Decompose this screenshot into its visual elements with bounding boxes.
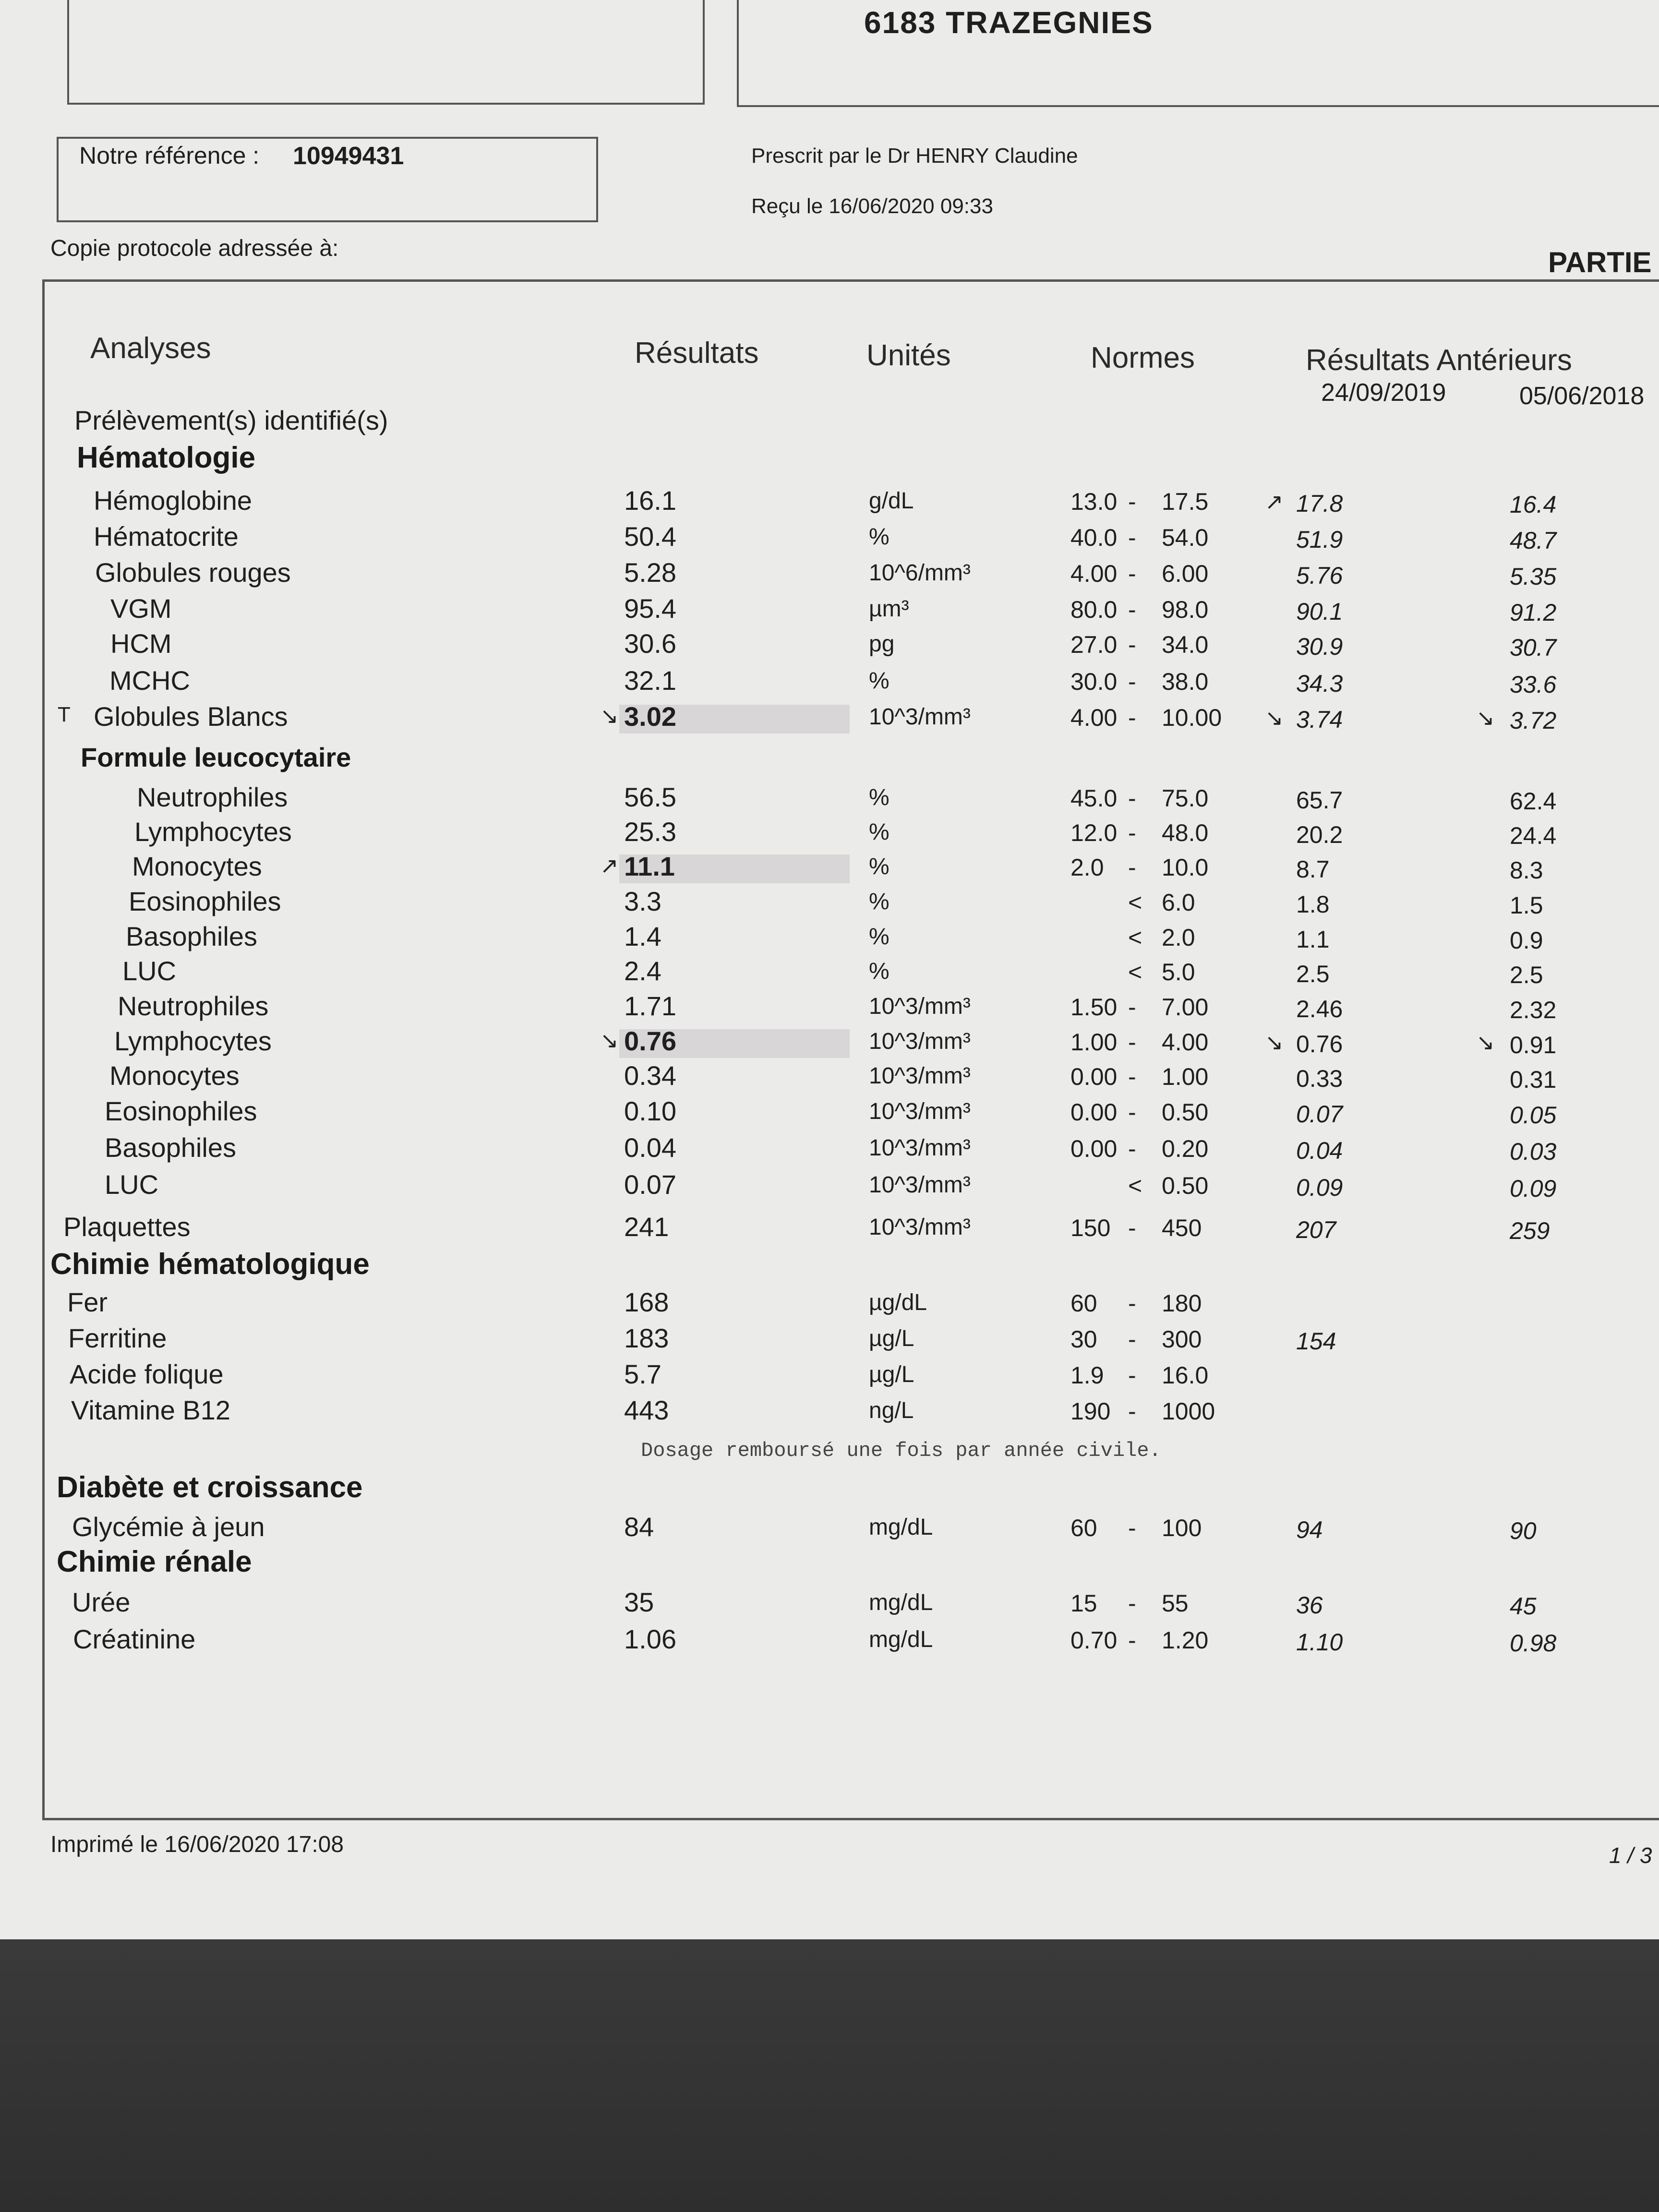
result-row xyxy=(0,1358,1659,1395)
col-date-2: 05/06/2018 xyxy=(1519,382,1645,410)
norm-sep: - xyxy=(1128,1099,1136,1126)
norm-high: 0.20 xyxy=(1162,1135,1209,1162)
norm-low: 0.00 xyxy=(1070,1099,1118,1126)
norm-sep: < xyxy=(1128,959,1142,986)
previous-result-1: 90.1 xyxy=(1296,598,1343,625)
previous-result-2: 90 xyxy=(1510,1517,1537,1544)
result-value: 241 xyxy=(624,1212,669,1242)
col-units: Unités xyxy=(866,339,951,372)
norm-low: 1.00 xyxy=(1070,1029,1118,1056)
previous-result-1: 2.5 xyxy=(1296,961,1330,987)
result-row xyxy=(0,1286,1659,1322)
result-row xyxy=(0,1025,1659,1061)
result-value: 25.3 xyxy=(624,817,676,847)
analysis-name: MCHC xyxy=(109,665,190,696)
norm-low: 40.0 xyxy=(1070,524,1118,551)
norm-high: 4.00 xyxy=(1162,1029,1209,1056)
norm-low: 0.00 xyxy=(1070,1063,1118,1090)
section-formule: Formule leucocytaire xyxy=(81,742,351,772)
previous-result-1: 1.10 xyxy=(1296,1629,1343,1656)
norm-sep: - xyxy=(1128,631,1136,658)
previous-result-2: 62.4 xyxy=(1510,788,1557,815)
prev1-arrow: ↗ xyxy=(1265,489,1284,514)
previous-result-1: 8.7 xyxy=(1296,856,1330,883)
norm-high: 98.0 xyxy=(1162,596,1209,623)
unit: ng/L xyxy=(869,1398,914,1423)
norm-low: 4.00 xyxy=(1070,704,1118,731)
result-value: 30.6 xyxy=(624,628,676,659)
col-norms: Normes xyxy=(1091,341,1195,374)
previous-result-2: 0.05 xyxy=(1510,1102,1557,1129)
previous-result-2: 0.31 xyxy=(1510,1066,1557,1093)
norm-high: 75.0 xyxy=(1162,785,1209,812)
previous-result-1: 5.76 xyxy=(1296,562,1343,589)
norm-sep: - xyxy=(1128,1063,1136,1090)
unit: 10^3/mm³ xyxy=(869,1172,971,1198)
analysis-name: Acide folique xyxy=(70,1359,224,1389)
analysis-name: HCM xyxy=(110,628,172,659)
city-header: 6183 TRAZEGNIES xyxy=(864,5,1154,40)
prev1-arrow: ↘ xyxy=(1265,1030,1284,1055)
unit: mg/dL xyxy=(869,1590,933,1615)
norm-high: 180 xyxy=(1162,1290,1202,1317)
analysis-name: Neutrophiles xyxy=(137,782,288,812)
result-value: 1.71 xyxy=(624,991,676,1021)
unit: % xyxy=(869,889,890,914)
result-value: 0.07 xyxy=(624,1169,676,1200)
result-row xyxy=(0,1060,1659,1096)
norm-high: 17.5 xyxy=(1162,488,1209,515)
norm-sep: - xyxy=(1128,1627,1136,1654)
analysis-name: Monocytes xyxy=(132,851,262,881)
norm-sep: - xyxy=(1128,704,1136,731)
result-row xyxy=(0,816,1659,852)
previous-result-1: 2.46 xyxy=(1296,996,1343,1022)
received-date: Reçu le 16/06/2020 09:33 xyxy=(751,194,993,218)
analysis-name: Hémoglobine xyxy=(94,485,252,516)
norm-sep: - xyxy=(1128,524,1136,551)
prev1-arrow: ↘ xyxy=(1265,705,1284,730)
unit: 10^3/mm³ xyxy=(869,1214,971,1240)
norm-sep: - xyxy=(1128,1029,1136,1056)
result-value: 0.04 xyxy=(624,1132,676,1163)
unit: 10^3/mm³ xyxy=(869,1063,971,1089)
norm-low: 4.00 xyxy=(1070,560,1118,587)
previous-result-2: 259 xyxy=(1510,1217,1550,1244)
unit: mg/dL xyxy=(869,1627,933,1652)
norm-low: 30.0 xyxy=(1070,668,1118,695)
result-value: 0.34 xyxy=(624,1060,676,1091)
norm-high: 48.0 xyxy=(1162,819,1209,846)
previous-result-2: 1.5 xyxy=(1510,892,1543,919)
analysis-name: Hématocrite xyxy=(94,521,239,552)
result-row xyxy=(0,990,1659,1026)
result-row xyxy=(0,921,1659,957)
norm-high: 1000 xyxy=(1162,1398,1215,1425)
norm-low: 45.0 xyxy=(1070,785,1118,812)
previous-result-1: 154 xyxy=(1296,1328,1336,1355)
previous-result-2: 30.7 xyxy=(1510,634,1557,661)
norm-low: 60 xyxy=(1070,1290,1097,1317)
result-value: 3.02 xyxy=(624,701,676,732)
result-value: 35 xyxy=(624,1587,654,1617)
norm-low: 0.70 xyxy=(1070,1627,1118,1654)
previous-result-1: 1.8 xyxy=(1296,891,1330,918)
result-value: 168 xyxy=(624,1287,669,1317)
analysis-name: Basophiles xyxy=(105,1132,236,1163)
previous-result-2: 8.3 xyxy=(1510,857,1543,884)
result-value: 1.4 xyxy=(624,921,661,951)
prev2-arrow: ↘ xyxy=(1476,1030,1495,1055)
result-arrow: ↗ xyxy=(600,853,619,878)
previous-result-2: 24.4 xyxy=(1510,822,1557,849)
result-value: 95.4 xyxy=(624,593,676,624)
norm-high: 16.0 xyxy=(1162,1362,1209,1389)
printed-date: Imprimé le 16/06/2020 17:08 xyxy=(50,1832,344,1857)
result-row xyxy=(0,1132,1659,1168)
previous-result-1: 1.1 xyxy=(1296,926,1330,953)
result-row xyxy=(0,1623,1659,1659)
result-value: 443 xyxy=(624,1395,669,1425)
unit: g/dL xyxy=(869,488,914,514)
previous-result-1: 0.33 xyxy=(1296,1065,1343,1092)
page-number: 1 / 3 xyxy=(1609,1843,1652,1868)
col-analyses: Analyses xyxy=(90,332,211,365)
analysis-name: LUC xyxy=(122,956,177,986)
norm-sep: - xyxy=(1128,819,1136,846)
result-row xyxy=(0,1322,1659,1358)
norm-sep: - xyxy=(1128,596,1136,623)
result-value: 5.28 xyxy=(624,557,676,588)
previous-result-2: 3.72 xyxy=(1510,707,1557,734)
previous-result-1: 36 xyxy=(1296,1592,1323,1619)
norm-sep: - xyxy=(1128,1590,1136,1617)
previous-result-2: 0.03 xyxy=(1510,1138,1557,1165)
result-row xyxy=(0,1511,1659,1547)
unit: pg xyxy=(869,631,895,657)
unit: 10^3/mm³ xyxy=(869,1099,971,1124)
analysis-name: Monocytes xyxy=(109,1060,240,1091)
norm-sep: - xyxy=(1128,1290,1136,1317)
norm-sep: < xyxy=(1128,924,1142,951)
unit: % xyxy=(869,924,890,950)
previous-result-1: 34.3 xyxy=(1296,670,1343,697)
result-row xyxy=(0,593,1659,629)
analysis-name: LUC xyxy=(105,1169,159,1200)
norm-sep: - xyxy=(1128,994,1136,1021)
norm-low: 60 xyxy=(1070,1515,1097,1541)
result-value: 32.1 xyxy=(624,665,676,696)
result-value: 3.3 xyxy=(624,886,661,916)
result-arrow: ↘ xyxy=(600,1028,619,1053)
result-value: 5.7 xyxy=(624,1359,661,1389)
result-row xyxy=(0,886,1659,922)
previous-result-1: 51.9 xyxy=(1296,526,1343,553)
norm-low: 80.0 xyxy=(1070,596,1118,623)
result-value: 56.5 xyxy=(624,782,676,812)
norm-high: 0.50 xyxy=(1162,1099,1209,1126)
previous-result-2: 0.09 xyxy=(1510,1175,1557,1202)
unit: µg/dL xyxy=(869,1290,927,1315)
norm-high: 7.00 xyxy=(1162,994,1209,1021)
result-value: 183 xyxy=(624,1323,669,1353)
reference-label: Notre référence : xyxy=(79,142,260,169)
col-previous: Résultats Antérieurs xyxy=(1306,344,1572,377)
section-diabete: Diabète et croissance xyxy=(57,1471,363,1504)
previous-result-2: 0.98 xyxy=(1510,1630,1557,1657)
result-row xyxy=(0,851,1659,887)
previous-result-2: 2.32 xyxy=(1510,997,1557,1023)
norm-high: 10.0 xyxy=(1162,854,1209,881)
section-chimie-hemato: Chimie hématologique xyxy=(50,1248,370,1281)
row-prefix: T xyxy=(58,703,71,726)
col-date-1: 24/09/2019 xyxy=(1321,379,1446,407)
result-value: 50.4 xyxy=(624,521,676,552)
analysis-name: Fer xyxy=(67,1287,108,1317)
result-row xyxy=(0,521,1659,557)
previous-result-1: 65.7 xyxy=(1296,787,1343,814)
reimbursement-note: Dosage remboursé une fois par année civile. xyxy=(641,1439,1161,1462)
unit: 10^3/mm³ xyxy=(869,1029,971,1054)
norm-high: 1.20 xyxy=(1162,1627,1209,1654)
norm-high: 300 xyxy=(1162,1326,1202,1353)
result-row xyxy=(0,1169,1659,1205)
unit: µg/L xyxy=(869,1326,914,1351)
previous-result-1: 20.2 xyxy=(1296,821,1343,848)
norm-sep: - xyxy=(1128,560,1136,587)
result-row xyxy=(0,485,1659,521)
norm-high: 1.00 xyxy=(1162,1063,1209,1090)
unit: % xyxy=(869,668,890,694)
norm-sep: - xyxy=(1128,1214,1136,1241)
result-row xyxy=(0,955,1659,991)
previous-result-2: 16.4 xyxy=(1510,491,1557,518)
result-value: 16.1 xyxy=(624,485,676,516)
result-value: 11.1 xyxy=(624,851,675,881)
norm-high: 450 xyxy=(1162,1214,1202,1241)
norm-low: 1.50 xyxy=(1070,994,1118,1021)
norm-low: 2.0 xyxy=(1070,854,1104,881)
previous-result-2: 45 xyxy=(1510,1593,1537,1620)
col-results: Résultats xyxy=(635,337,759,370)
unit: 10^3/mm³ xyxy=(869,994,971,1019)
norm-high: 38.0 xyxy=(1162,668,1209,695)
result-value: 84 xyxy=(624,1512,654,1542)
norm-low: 12.0 xyxy=(1070,819,1118,846)
analysis-name: Globules rouges xyxy=(95,557,291,588)
unit: 10^3/mm³ xyxy=(869,704,971,730)
prescribed-by: Prescrit par le Dr HENRY Claudine xyxy=(751,144,1078,168)
result-value: 0.76 xyxy=(624,1026,676,1056)
norm-sep: - xyxy=(1128,854,1136,881)
unit: % xyxy=(869,959,890,984)
norm-high: 54.0 xyxy=(1162,524,1209,551)
norm-sep: - xyxy=(1128,785,1136,812)
norm-sep: - xyxy=(1128,1515,1136,1541)
norm-low: 190 xyxy=(1070,1398,1111,1425)
previous-result-1: 0.76 xyxy=(1296,1031,1343,1058)
norm-low: 1.9 xyxy=(1070,1362,1104,1389)
previous-result-1: 30.9 xyxy=(1296,633,1343,660)
reference-number: 10949431 xyxy=(293,142,404,170)
norm-low: 30 xyxy=(1070,1326,1097,1353)
unit: % xyxy=(869,854,890,879)
analysis-name: Glycémie à jeun xyxy=(72,1512,265,1542)
top-left-box xyxy=(67,0,705,105)
norm-sep: - xyxy=(1128,1362,1136,1389)
section-hematologie: Hématologie xyxy=(77,441,256,474)
norm-sep: - xyxy=(1128,1326,1136,1353)
analysis-name: Urée xyxy=(72,1587,131,1617)
previous-result-1: 0.04 xyxy=(1296,1137,1343,1164)
partial-label: PARTIE xyxy=(1548,246,1652,278)
norm-high: 55 xyxy=(1162,1590,1189,1617)
previous-result-1: 3.74 xyxy=(1296,706,1343,733)
analysis-name: Basophiles xyxy=(126,921,257,951)
norm-high: 2.0 xyxy=(1162,924,1195,951)
section-renale: Chimie rénale xyxy=(57,1545,252,1578)
unit: µm³ xyxy=(869,596,909,622)
previous-result-1: 0.07 xyxy=(1296,1101,1343,1128)
norm-high: 5.0 xyxy=(1162,959,1195,986)
previous-result-2: 0.9 xyxy=(1510,927,1543,954)
previous-result-1: 0.09 xyxy=(1296,1174,1343,1201)
unit: % xyxy=(869,785,890,810)
norm-high: 6.00 xyxy=(1162,560,1209,587)
result-row xyxy=(0,1211,1659,1247)
result-row xyxy=(0,781,1659,817)
unit: µg/L xyxy=(869,1362,914,1387)
result-value: 1.06 xyxy=(624,1624,676,1654)
analysis-name: Eosinophiles xyxy=(105,1096,257,1126)
norm-sep: - xyxy=(1128,488,1136,515)
result-value: 2.4 xyxy=(624,956,661,986)
norm-low: 150 xyxy=(1070,1214,1111,1241)
previous-result-2: 48.7 xyxy=(1510,527,1557,554)
unit: mg/dL xyxy=(869,1515,933,1540)
previous-result-2: 91.2 xyxy=(1510,599,1557,626)
norm-low: 13.0 xyxy=(1070,488,1118,515)
analysis-name: Neutrophiles xyxy=(118,991,269,1021)
norm-sep: - xyxy=(1128,1398,1136,1425)
analysis-name: Lymphocytes xyxy=(134,817,292,847)
copy-to: Copie protocole adressée à: xyxy=(50,236,339,261)
unit: % xyxy=(869,819,890,845)
samples-line: Prélèvement(s) identifié(s) xyxy=(74,405,388,435)
analysis-name: Globules Blancs xyxy=(94,701,288,732)
norm-sep: - xyxy=(1128,1135,1136,1162)
norm-low: 0.00 xyxy=(1070,1135,1118,1162)
norm-high: 10.00 xyxy=(1162,704,1222,731)
unit: % xyxy=(869,524,890,550)
norm-high: 0.50 xyxy=(1162,1172,1209,1199)
result-row xyxy=(0,1395,1659,1431)
previous-result-2: 2.5 xyxy=(1510,962,1543,988)
analysis-name: Vitamine B12 xyxy=(71,1395,231,1425)
norm-low: 15 xyxy=(1070,1590,1097,1617)
previous-result-2: 33.6 xyxy=(1510,671,1557,698)
analysis-name: VGM xyxy=(110,593,172,624)
table-surface xyxy=(0,1939,1659,2212)
norm-sep: < xyxy=(1128,889,1142,916)
result-arrow: ↘ xyxy=(600,703,619,728)
result-row xyxy=(0,557,1659,593)
norm-high: 100 xyxy=(1162,1515,1202,1541)
analysis-name: Plaquettes xyxy=(63,1212,191,1242)
result-row xyxy=(0,628,1659,664)
analysis-name: Eosinophiles xyxy=(129,886,281,916)
previous-result-1: 94 xyxy=(1296,1516,1323,1543)
unit: 10^6/mm³ xyxy=(869,560,971,586)
result-row xyxy=(0,1095,1659,1131)
norm-low: 27.0 xyxy=(1070,631,1118,658)
norm-sep: - xyxy=(1128,668,1136,695)
unit: 10^3/mm³ xyxy=(869,1135,971,1161)
previous-result-1: 207 xyxy=(1296,1216,1336,1243)
norm-sep: < xyxy=(1128,1172,1142,1199)
prev2-arrow: ↘ xyxy=(1476,705,1495,730)
result-row xyxy=(0,665,1659,701)
result-value: 0.10 xyxy=(624,1096,676,1126)
result-row xyxy=(0,1587,1659,1623)
analysis-name: Lymphocytes xyxy=(114,1026,272,1056)
analysis-name: Ferritine xyxy=(68,1323,167,1353)
previous-result-2: 0.91 xyxy=(1510,1032,1557,1058)
result-row xyxy=(0,701,1659,737)
analysis-name: Créatinine xyxy=(73,1624,196,1654)
previous-result-1: 17.8 xyxy=(1296,490,1343,517)
norm-high: 34.0 xyxy=(1162,631,1209,658)
previous-result-2: 5.35 xyxy=(1510,563,1557,590)
norm-high: 6.0 xyxy=(1162,889,1195,916)
